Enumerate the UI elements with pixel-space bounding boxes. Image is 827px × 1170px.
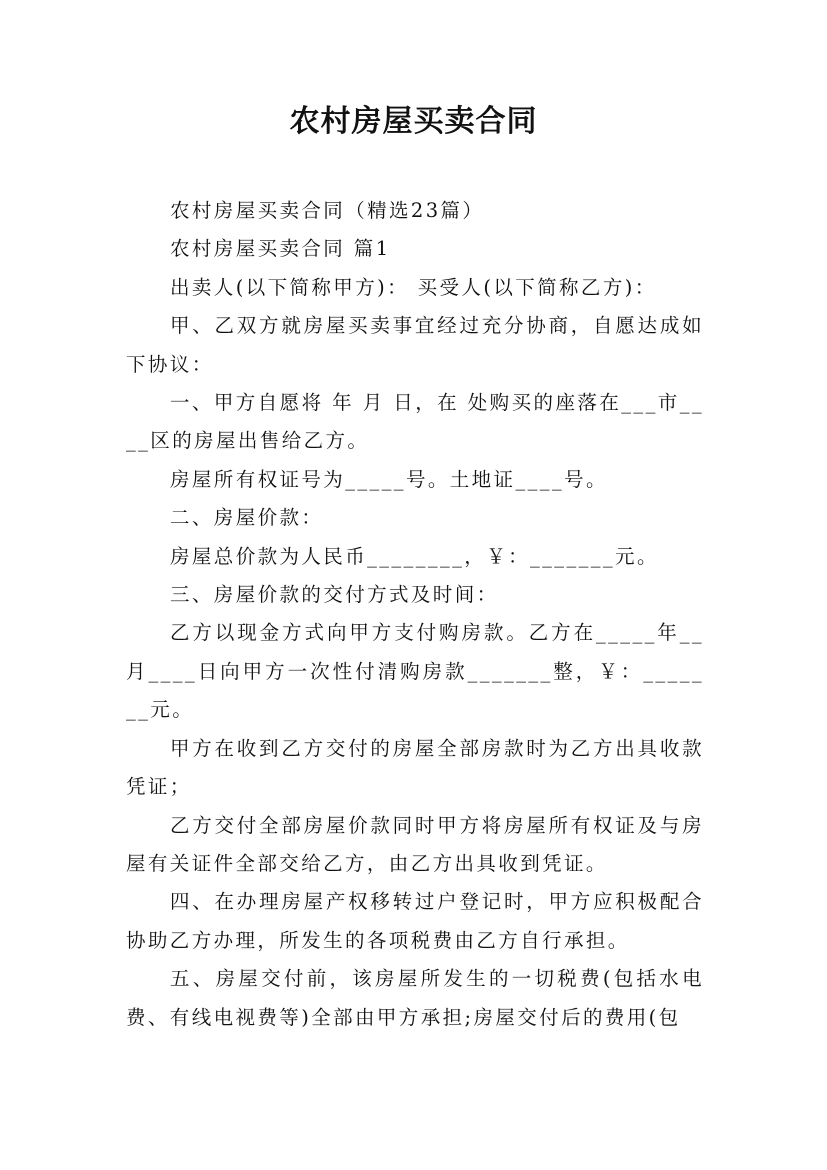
paragraph-subtitle: 农村房屋买卖合同（精选23篇） bbox=[170, 199, 485, 222]
paragraph-clause-2-heading: 二、房屋价款： bbox=[170, 506, 324, 530]
paragraph-clause-3-heading: 三、房屋价款的交付方式及时间： bbox=[170, 583, 499, 607]
paragraph-certificate-numbers: 房屋所有权证号为_____号。土地证____号。 bbox=[170, 467, 608, 491]
paragraph-payment-method: 乙方以现金方式向甲方支付购房款。乙方在_____年__月____日向甲方一次性付清购房款_______整，￥：_______元。 bbox=[126, 621, 704, 722]
paragraph-section-heading: 农村房屋买卖合同 篇1 bbox=[170, 237, 391, 261]
paragraph-receipt: 甲方在收到乙方交付的房屋全部房款时为乙方出具收款凭证； bbox=[126, 736, 704, 799]
document-title: 农村房屋买卖合同 bbox=[289, 104, 538, 139]
paragraph-agreement-intro: 甲、乙双方就房屋买卖事宜经过充分协商，自愿达成如下协议： bbox=[126, 314, 704, 376]
paragraph-clause-1: 一、甲方自愿将 年 月 日，在 处购买的座落在___市____区的房屋出售给乙方。 bbox=[126, 391, 704, 453]
paragraph-parties: 出卖人(以下简称甲方)： 买受人(以下简称乙方)： bbox=[170, 275, 657, 299]
document-body bbox=[126, 192, 704, 1037]
paragraph-certificate-handover: 乙方交付全部房屋价款同时甲方将房屋所有权证及与房屋有关证件全部交给乙方，由乙方出具收到凭证。 bbox=[126, 813, 704, 875]
paragraph-clause-4: 四、在办理房屋产权移转过户登记时，甲方应积极配合协助乙方办理，所发生的各项税费由乙方自行承担。 bbox=[126, 890, 704, 952]
paragraph-total-price: 房屋总价款为人民币________，￥：_______元。 bbox=[170, 544, 659, 568]
paragraph-clause-5: 五、房屋交付前，该房屋所发生的一切税费(包括水电费、有线电视费等)全部由甲方承担;房屋交付后的费用(包 bbox=[126, 967, 704, 1029]
